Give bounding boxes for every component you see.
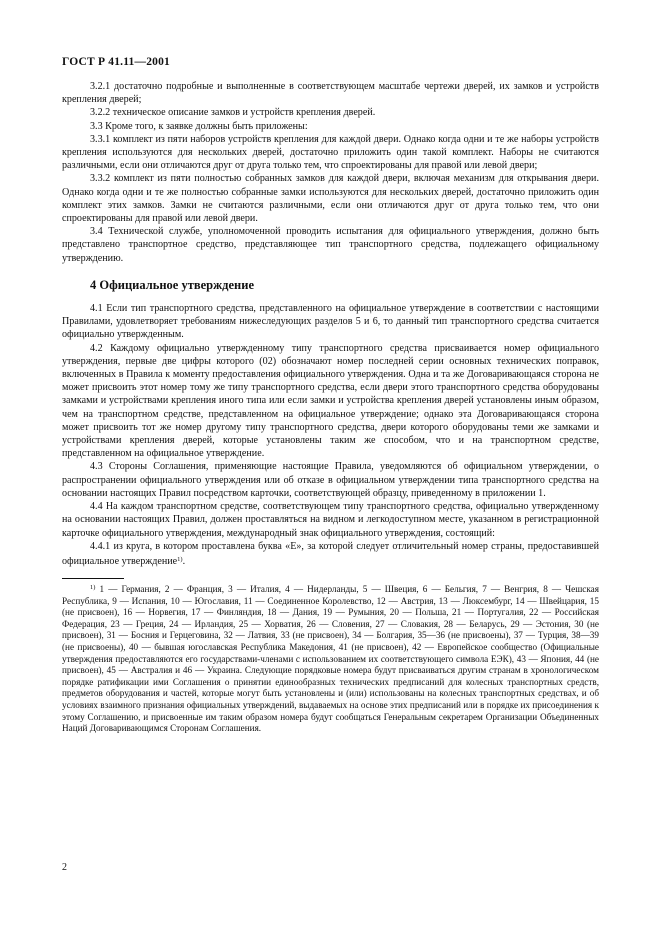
document-body [62,80,599,735]
paragraph-4-4-1-text: 4.4.1 из круга, в котором проставлена буква «Е», за которой следует отличительный номер страны, предоставившей официальное утверждение [62,540,599,567]
footnote-separator [62,578,124,579]
paragraph-4-3: 4.3 Стороны Соглашения, применяющие настоящие Правила, уведомляются об официальном утверждении, о распространении официального утверждения или об отказе в официальном утверждении типа транспортного средства на основании настоящих Правил посредством карточки, соответствующей образцу, приведенному в приложении 1. [62,461,599,499]
paragraph-3-2-2: 3.2.2 техническое описание замков и устройств крепления дверей. [90,107,376,119]
document-header: ГОСТ Р 41.11—2001 [62,56,171,68]
paragraph-4-2: 4.2 Каждому официально утвержденному типу транспортного средства присваивается номер официального утверждения, первые две цифры которого (02) обозначают номер последней серии основных технических поправок, включенных в Правила к моменту предоставления официального утверждения. Одна и та же Договаривающаяся сторона не может присвоить этот номер тому же типу транспортного средства, если двери этого транспортного средства оборудованы замками и устройствами крепления иного типа или если замки и устройства крепления дверей установлены иным образом, чем на транспортном средстве, представленном на официальное утверждение; однако эта Договаривающаяся сторона может присвоить тот же номер другому типу транспортного средства, двери которого оборудованы теми же замками и устройствами крепления дверей, которые установлены таким же способом, что и на транспортном средстве, представленном на официальное утверждение. [62,342,599,460]
paragraph-4-4: 4.4 На каждом транспортном средстве, соответствующем типу транспортного средства, официально утвержденному на основании настоящих Правил, должен проставляться на видном и легкодоступном месте, указанном в регистрационной карточке официального утверждения, международный знак официального утверждения, состоящий: [62,501,599,539]
paragraph-4-4-1-end: . [182,555,186,567]
paragraph-3-3-2: 3.3.2 комплект из пяти полностью собранных замков для каждой двери, включая механизм для открывания двери. Однако когда одни и те же полностью собранные замки используются для нескольких дверей, достаточно приложить один комплект этих замков. Замки не считаются различными, если они отличаются друг от друга только тем, что они спроектированы для правой или левой двери. [62,173,599,225]
paragraph-4-1: 4.1 Если тип транспортного средства, представленного на официальное утверждение в соответствии с настоящими Правилами, удовлетворяет требованиям нижеследующих разделов 5 и 6, то данный тип транспортного средства считается официально утвержденным. [62,303,599,341]
footnote-text: 1 — Германия, 2 — Франция, 3 — Италия, 4 — Нидерланды, 5 — Швеция, 6 — Бельгия, 7 — Венгрия, 8 — Чешская Республика, 9 — Испания, 10 — Югославия, 11 — Соединенное Королевство, 12 — Австрия, 13 — Люксембург, 14 — Швейцария, 15 (не присвоен), 16 — Норвегия, 17 — Финляндия, 18 — Дания, 19 — Румыния, 20 — Польша, 21 — Португалия, 22 — Российская Федерация, 23 — Греция, 24 — Ирландия, 25 — Хорватия, 26 — Словения, 27 — Словакия, 28 — Беларусь, 29 — Эстония, 30 (не присвоен), 31 — Босния и Герцеговина, 32 — Латвия, 33 (не присвоен), 34 — Болгария, 35—36 (не присвоены), 37 — Турция, 38—39 (не присвоены), 40 — бывшая югославская Республика Македония, 41 (не присвоен), 42 — Европейское сообщество (Официальные утверждения предоставляются его государствами-членами с использованием их соответствующего символа ЕЭК), 43 — Япония, 44 (не присвоен), 45 — Австралия и 46 — Украина. Следующие порядковые номера будут присваиваться другим странам в хронологическом порядке ратификации ими Соглашения о принятии единообразных технических предписаний для колесных транспортных средств, предметов оборудования и частей, которые могут быть установлены и (или) использованы на колесных транспортных средствах, и об условиях взаимного признания официальных утверждений, выдаваемых на основе этих предписаний или в порядке их присоединения к этому Соглашению, и присвоенные им таким образом номера будут сообщаться Генеральным секретарем Организации Объединенных Наций Договаривающимся Сторонам Соглашения. [62,584,599,734]
paragraph-3-3: 3.3 Кроме того, к заявке должны быть приложены: [90,120,308,132]
section-heading: 4 Официальное утверждение [90,277,254,292]
footnote [62,582,599,735]
paragraph-3-3-1: 3.3.1 комплект из пяти наборов устройств крепления для каждой двери. Однако когда одни и те же наборы устройств крепления используются для нескольких дверей, достаточно приложить один такой комплект. Наборы не считаются различными, если они отличаются друг от друга только тем, что спроектированы для правой или левой двери; [62,133,599,172]
paragraph-3-2-1: 3.2.1 достаточно подробные и выполненные в соответствующем масштабе чертежи дверей, их замков и устройств крепления дверей; [62,81,599,106]
footnote-marker: 1) [90,584,96,592]
footnote-reference: 1) [177,555,183,563]
paragraph-4-4-1 [62,540,599,568]
paragraph-3-4: 3.4 Технической службе, уполномоченной проводить испытания для официального утверждения, должно быть представлено транспортное средство, представляющее тип транспортного средства, подлежащего официальному утверждению. [62,226,599,264]
page-number: 2 [62,862,67,873]
